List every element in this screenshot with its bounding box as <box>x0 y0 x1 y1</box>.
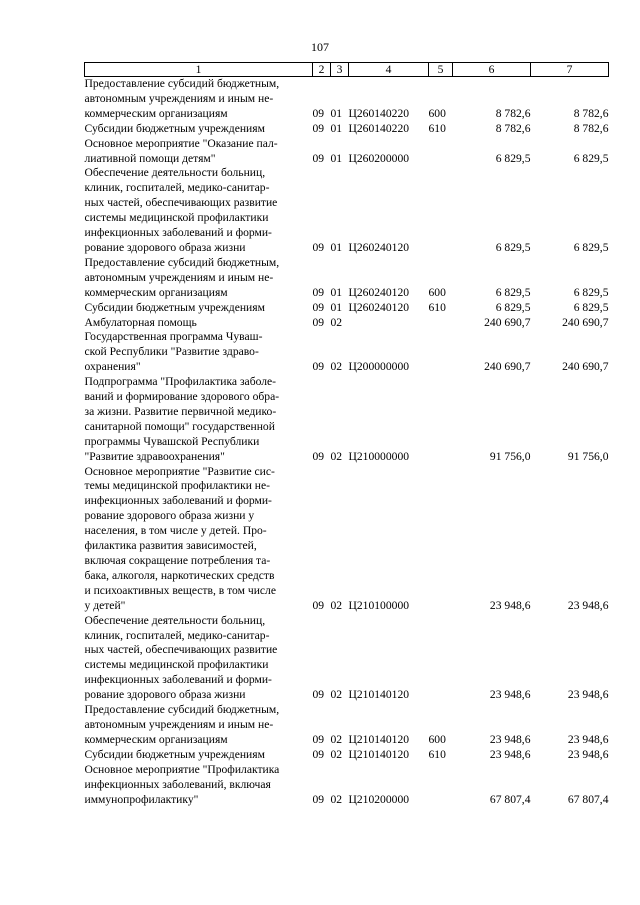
col-header-6: 6 <box>453 63 531 77</box>
row-amount-2: 23 948,6 <box>567 732 609 746</box>
row-amount-2: 23 948,6 <box>567 747 609 761</box>
row-name: Субсидии бюджетным учреждениям <box>84 121 265 135</box>
row-expense-type <box>429 465 453 614</box>
row-amount-2: 6 829,5 <box>573 240 609 254</box>
row-section: 09 <box>312 747 325 761</box>
row-amount-2: 23 948,6 <box>567 688 609 702</box>
row-section: 09 <box>312 300 325 314</box>
col-header-1: 1 <box>85 63 313 77</box>
row-name: Основное мероприятие "Оказание пал- лиативной помощи детям" <box>84 136 278 165</box>
row-subsection: 02 <box>330 732 343 746</box>
page-number: 107 <box>311 40 329 54</box>
row-amount-1: 240 690,7 <box>484 315 531 329</box>
row-section: 09 <box>312 360 325 374</box>
row-amount-1: 23 948,6 <box>489 747 531 761</box>
row-expense-type: 610 <box>428 300 446 314</box>
row-subsection: 02 <box>330 792 343 806</box>
table-row <box>85 137 609 167</box>
row-target-article: Ц260140220 <box>348 121 410 135</box>
row-target-article: Ц260240120 <box>348 285 410 299</box>
row-amount-2: 8 782,6 <box>573 106 609 120</box>
row-expense-type <box>429 166 453 255</box>
row-expense-type <box>429 375 453 464</box>
row-subsection: 01 <box>330 285 343 299</box>
row-subsection: 01 <box>330 151 343 165</box>
row-section: 09 <box>312 792 325 806</box>
row-target-article: Ц210140120 <box>348 747 410 761</box>
column-number-header <box>85 63 609 77</box>
col-header-4: 4 <box>349 63 429 77</box>
row-target-article: Ц200000000 <box>348 360 410 374</box>
row-amount-1: 6 829,5 <box>495 285 531 299</box>
row-section: 09 <box>312 732 325 746</box>
row-subsection: 01 <box>330 240 343 254</box>
row-subsection: 02 <box>330 747 343 761</box>
table-row <box>85 330 609 375</box>
row-amount-1: 91 756,0 <box>489 449 531 463</box>
table-row <box>85 316 609 331</box>
row-target-article: Ц210100000 <box>348 598 410 612</box>
row-name: Обеспечение деятельности больниц, клиник, госпиталей, медико-санитар- ных частей, обеспечивающих развитие системы медицинской профилактики инфекционных заболеваний и форми- рование здорового образа жизни <box>84 166 278 254</box>
row-name: Государственная программа Чуваш- ской Республики "Развитие здраво- охранения" <box>84 330 263 374</box>
row-section: 09 <box>312 598 325 612</box>
row-expense-type: 610 <box>428 121 446 135</box>
row-amount-2: 6 829,5 <box>573 300 609 314</box>
table-row <box>85 256 609 301</box>
row-subsection: 01 <box>330 106 343 120</box>
row-target-article: Ц210140120 <box>348 688 410 702</box>
row-expense-type <box>429 614 453 703</box>
row-amount-2: 23 948,6 <box>567 598 609 612</box>
row-section: 09 <box>312 121 325 135</box>
row-section: 09 <box>312 315 325 329</box>
row-amount-2: 8 782,6 <box>573 121 609 135</box>
row-expense-type <box>429 137 453 167</box>
row-subsection: 01 <box>330 121 343 135</box>
row-expense-type <box>429 763 453 808</box>
row-amount-2: 6 829,5 <box>573 285 609 299</box>
row-section: 09 <box>312 688 325 702</box>
row-name: Основное мероприятие "Развитие сис- темы медицинской профилактики не- инфекционных заболеваний и форми- рование здорового образа жизни у населения, в том числе у детей. Про- филактика развития зависимостей, включая сокращение потребления та- бака, алкоголя, наркотических средств и психоактивных веществ, в том числе у детей" <box>84 464 276 612</box>
budget-table <box>84 62 609 807</box>
row-amount-1: 240 690,7 <box>484 360 531 374</box>
table-row <box>85 703 609 748</box>
table-row <box>85 748 609 763</box>
row-name: Предоставление субсидий бюджетным, автономным учреждениям и иным не- коммерческим организациям <box>84 703 280 746</box>
row-target-article <box>349 316 429 331</box>
row-section: 09 <box>312 151 325 165</box>
row-amount-1: 6 829,5 <box>495 151 531 165</box>
row-section: 09 <box>312 240 325 254</box>
row-expense-type: 610 <box>428 747 446 761</box>
table-row <box>85 763 609 808</box>
row-target-article: Ц210000000 <box>348 449 410 463</box>
row-name: Предоставление субсидий бюджетным, автономным учреждениям и иным не- коммерческим организациям <box>84 77 280 120</box>
row-amount-1: 6 829,5 <box>495 300 531 314</box>
table-row <box>85 614 609 703</box>
row-amount-1: 6 829,5 <box>495 240 531 254</box>
row-name: Предоставление субсидий бюджетным, автономным учреждениям и иным не- коммерческим организациям <box>84 255 280 299</box>
col-header-5: 5 <box>429 63 453 77</box>
row-amount-2: 91 756,0 <box>567 449 609 463</box>
row-expense-type <box>429 316 453 331</box>
row-amount-1: 23 948,6 <box>489 598 531 612</box>
table-row <box>85 301 609 316</box>
row-amount-1: 23 948,6 <box>489 732 531 746</box>
row-subsection: 02 <box>330 598 343 612</box>
row-amount-2: 240 690,7 <box>562 315 609 329</box>
row-target-article: Ц260240120 <box>348 240 410 254</box>
col-header-2: 2 <box>313 63 331 77</box>
row-expense-type: 600 <box>428 732 446 746</box>
row-amount-2: 6 829,5 <box>573 151 609 165</box>
row-subsection: 02 <box>330 315 343 329</box>
table-row <box>85 465 609 614</box>
row-name: Субсидии бюджетным учреждениям <box>84 747 265 761</box>
row-expense-type <box>429 330 453 375</box>
row-amount-2: 240 690,7 <box>562 360 609 374</box>
table-row <box>85 375 609 464</box>
row-name: Амбулаторная помощь <box>84 315 197 329</box>
row-section: 09 <box>312 285 325 299</box>
row-amount-1: 8 782,6 <box>495 106 531 120</box>
row-amount-1: 8 782,6 <box>495 121 531 135</box>
row-subsection: 02 <box>330 360 343 374</box>
row-name: Обеспечение деятельности больниц, клиник, госпиталей, медико-санитар- ных частей, обеспечивающих развитие системы медицинской профилактики инфекционных заболеваний и форми- рование здорового образа жизни <box>84 613 278 702</box>
row-subsection: 02 <box>330 688 343 702</box>
table-row <box>85 77 609 122</box>
row-target-article: Ц210200000 <box>348 792 410 806</box>
row-target-article: Ц210140120 <box>348 732 410 746</box>
row-target-article: Ц260200000 <box>348 151 410 165</box>
row-expense-type: 600 <box>428 285 446 299</box>
row-section: 09 <box>312 106 325 120</box>
row-expense-type: 600 <box>428 106 446 120</box>
row-section: 09 <box>312 449 325 463</box>
table-row <box>85 122 609 137</box>
row-amount-2: 67 807,4 <box>567 792 609 806</box>
col-header-3: 3 <box>331 63 349 77</box>
row-name: Подпрограмма "Профилактика заболе- ваний и формирование здорового обра- за жизни. Развитие первичной медико- санитарной помощи" государственной программы Чувашской Республики "Развитие здравоохранения" <box>84 375 280 463</box>
table-row <box>85 166 609 255</box>
row-name: Субсидии бюджетным учреждениям <box>84 300 265 314</box>
row-target-article: Ц260240120 <box>348 300 410 314</box>
col-header-7: 7 <box>531 63 609 77</box>
row-amount-1: 67 807,4 <box>489 792 531 806</box>
row-amount-1: 23 948,6 <box>489 688 531 702</box>
row-subsection: 01 <box>330 300 343 314</box>
row-name: Основное мероприятие "Профилактика инфекционных заболеваний, включая иммунопрофилактику" <box>84 762 280 806</box>
row-target-article: Ц260140220 <box>348 106 410 120</box>
row-subsection: 02 <box>330 449 343 463</box>
